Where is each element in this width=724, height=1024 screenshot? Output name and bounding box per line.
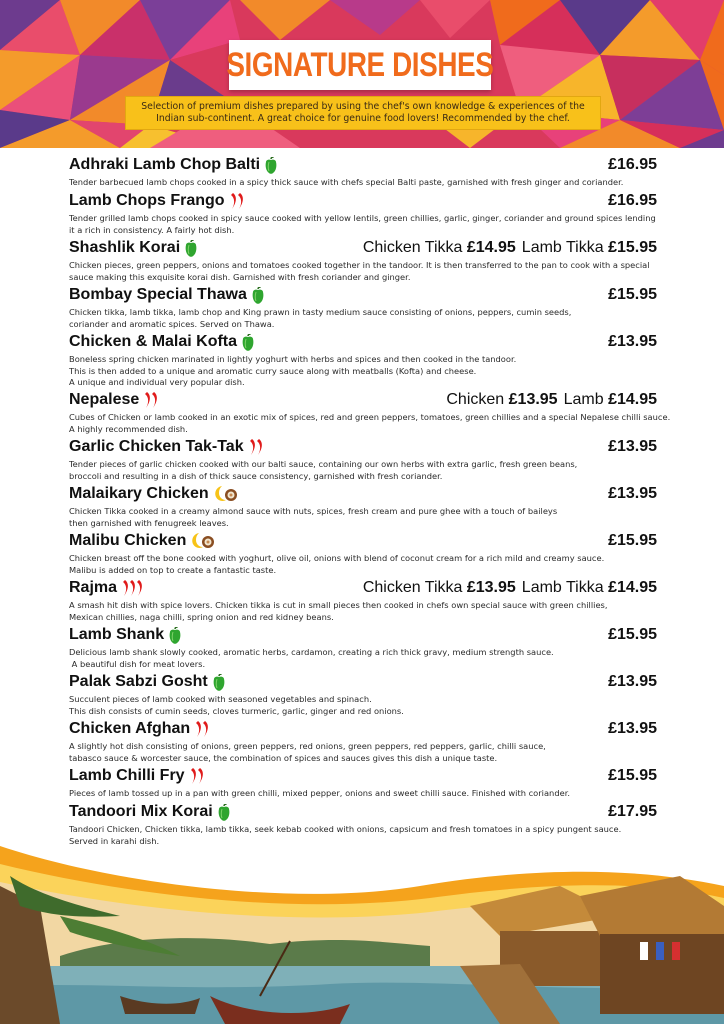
dish-description [69,647,657,670]
dish-header [69,156,657,176]
description-line: Served in karahi dish. [69,835,160,846]
dish-name [69,720,210,738]
description-line: coriander and aromatic spices. Served on Thawa. [69,318,275,329]
dish-item [69,438,657,485]
dish-name [69,239,198,257]
green-pepper-icon [264,157,278,174]
dish-price [363,579,657,597]
dish-price [446,391,657,409]
green-pepper-icon [241,334,255,351]
dish-name [69,803,231,821]
dish-item [69,485,657,532]
dish-item [69,239,657,286]
dish-item [69,192,657,239]
price-value: £13.95 [608,438,657,455]
dish-description [69,694,657,717]
price-option-label: Chicken Tikka [362,239,463,256]
dish-name-text: Rajma [69,579,118,596]
description-line: Succulent pieces of lamb cooked with seasoned vegetables and spinach. [69,694,372,704]
dish-item [69,720,657,767]
dish-price [608,532,657,550]
dish-name-text: Lamb Shank [69,626,165,643]
dish-price [608,803,657,821]
price-value: £15.95 [608,532,657,549]
dish-name-text: Nepalese [69,391,140,408]
dish-header [69,767,657,787]
double-chilli-icon [229,192,245,210]
description-line: A smash hit dish with spice lovers. Chicken tikka is cut in small pieces then cooked in chefs own special sauce with green chillies, [69,600,608,610]
description-line: A slightly hot dish consisting of onions, green peppers, red onions, green peppers, red peppers, garlic, chilli sauce, [69,741,546,751]
dish-price [608,767,657,785]
dish-description [69,741,657,764]
green-pepper-icon [217,804,231,821]
dish-header [69,579,657,599]
dish-item [69,767,657,803]
dish-name [69,286,265,304]
dish-description [69,788,657,800]
description-line: Chicken Tikka cooked in a creamy almond sauce with nuts, spices, fresh cream and pure ghee with a touch of baileys [69,506,558,516]
green-pepper-icon [168,627,182,644]
price-value: £13.95 [608,673,657,690]
dish-description [69,412,671,435]
dish-header [69,333,657,353]
dish-description [69,824,657,847]
description-line: Tender pieces of garlic chicken cooked with our balti sauce, containing our own herbs with extra garlic, fresh green beans, [69,459,578,469]
price-option-value: £14.95 [608,579,657,596]
dish-name [69,438,264,456]
price-option-value: £14.95 [466,239,516,256]
price-value: £15.95 [608,767,657,784]
description-line: sauce making this exquisite korai dish. Garnished with fresh coriander and ginger. [69,271,411,282]
price-option-label: Lamb Tikka [521,239,604,256]
dish-name-text: Chicken Afghan [69,720,191,737]
dish-name-text: Shashlik Korai [69,239,181,256]
dish-item [69,673,657,720]
price-value: £16.95 [608,192,657,209]
intro-line-1: Selection of premium dishes prepared by using the chef's own knowledge & experiences of the [141,101,585,112]
dish-price [363,239,657,257]
dish-name-text: Malaikary Chicken [69,485,209,502]
double-chilli-icon [194,720,210,738]
dish-header [69,673,657,693]
dish-name [69,532,216,550]
dish-item [69,286,657,333]
dish-header [69,391,657,411]
dish-name [69,192,245,210]
dish-header [69,485,657,505]
dish-price [608,286,657,304]
header-banner [0,0,724,148]
price-option-label: Lamb Tikka [521,579,604,596]
dish-description [69,177,657,189]
description-line: Malibu is added on top to create a fantastic taste. [69,564,277,575]
dish-name [69,391,159,409]
intro-line-2: Indian sub-continent. A great choice for genuine food lovers! Recommended by the chef. [156,113,570,124]
price-option-value: £13.95 [508,391,558,408]
dish-price [608,192,657,210]
dish-name [69,333,255,351]
footer-painting [0,846,724,1024]
dish-price [608,438,657,456]
double-chilli-icon [143,391,159,409]
dish-item [69,391,671,438]
dish-name-text: Malibu Chicken [69,532,187,549]
description-line: Chicken pieces, green peppers, onions and tomatoes cooked together in the tandoor. It is then transferred to the pan to cook with a special [69,260,650,270]
price-option-value: £13.95 [466,579,516,596]
description-line: Pieces of lamb tossed up in a pan with green chilli, mixed pepper, onions and sweet chilli sauce. Finished with coriander. [69,788,570,798]
dish-name [69,626,182,644]
price-option-value: £14.95 [608,391,657,408]
double-chilli-icon [189,767,205,785]
green-pepper-icon [212,674,226,691]
description-line: Tender barbecued lamb chops cooked in a spicy thick sauce with chefs special Balti paste, garnished with fresh ginger and coriander. [69,177,624,187]
dish-name-text: Lamb Chops Frango [69,192,225,209]
dish-item [69,333,657,391]
price-value: £13.95 [608,485,657,502]
dish-price [608,673,657,691]
dish-description [69,459,657,482]
dish-item [69,156,657,192]
dish-price [608,333,657,351]
dish-description [69,553,657,576]
dish-name [69,767,205,785]
dish-list [69,156,671,850]
dish-header [69,438,657,458]
dish-header [69,720,657,740]
title-box [226,40,494,90]
dish-item [69,532,657,579]
dish-description [69,307,657,330]
dish-price [608,156,657,174]
dish-name-text: Chicken & Malai Kofta [69,333,238,350]
price-option-value: £15.95 [608,239,657,256]
dish-item [69,579,657,626]
description-line: A unique and individual very popular dish. [69,377,245,388]
dish-item [69,803,657,850]
price-option-label: Chicken [446,391,505,408]
dish-price [608,720,657,738]
description-line: Tender grilled lamb chops cooked in spicy sauce cooked with yellow lentils, green chillies, garlic, ginger, coriander and ground spices lending [69,213,656,223]
price-value: £17.95 [608,803,657,820]
dish-description [69,260,657,283]
price-value: £15.95 [608,626,657,643]
dish-name [69,485,239,503]
dish-name [69,156,278,174]
description-line: Cubes of Chicken or lamb cooked in an exotic mix of spices, red and green peppers, tomatoes, green chillies and a special Nepalese chilli sauce. [69,412,671,422]
dish-name-text: Tandoori Mix Korai [69,803,213,820]
dish-description [69,213,657,236]
dish-price [608,626,657,644]
description-line: Tandoori Chicken, Chicken tikka, lamb tikka, seek kebab cooked with onions, capsicum and fresh tomatoes in a spicy pungent sauce. [69,824,622,834]
price-value: £15.95 [608,286,657,303]
moon-coconut-icon [190,532,216,550]
description-line: Mexican chillies, naga chilli, spring onion and red kidney beans. [69,611,334,622]
moon-coconut-icon [213,485,239,503]
description-line: tabasco sauce & worcester sauce, the combination of spices and sauces gives this dish a unique taste. [69,752,498,763]
dish-header [69,803,657,823]
dish-description [69,600,657,623]
dish-header [69,626,657,646]
dish-description [69,354,657,389]
green-pepper-icon [184,240,198,257]
dish-item [69,626,657,673]
price-option-label: Chicken Tikka [362,579,463,596]
price-option-label: Lamb [563,391,604,408]
dish-header [69,239,657,259]
dish-description [69,506,657,529]
dish-header [69,192,657,212]
page-title: SIGNATURE DISHES [226,45,494,84]
dish-name-text: Adhraki Lamb Chop Balti [69,156,261,173]
intro-text [141,101,584,125]
price-value: £16.95 [608,156,657,173]
description-line: A highly recommended dish. [69,423,188,434]
village-river-painting [0,846,724,1024]
description-line: broccoli and resulting in a dish of thick sauce consistency, garnished with fresh coriander. [69,470,443,481]
description-line: then garnished with fenugreek leaves. [69,517,229,528]
description-line: Boneless spring chicken marinated in lightly yoghurt with herbs and spices and then cooked in the tandoor. [69,354,517,364]
dish-name-text: Garlic Chicken Tak-Tak [69,438,244,455]
dish-price [608,485,657,503]
description-line: A beautiful dish for meat lovers. [69,658,206,669]
price-value: £13.95 [608,720,657,737]
dish-header [69,286,657,306]
dish-name-text: Palak Sabzi Gosht [69,673,208,690]
triple-chilli-icon [121,579,143,597]
dish-name [69,579,143,597]
price-value: £13.95 [608,333,657,350]
dish-name [69,673,226,691]
description-line: Chicken breast off the bone cooked with yoghurt, olive oil, onions with blend of coconut cream for a rich mild and creamy sauce. [69,553,605,563]
description-line: This dish consists of cumin seeds, cloves turmeric, garlic, ginger and red onions. [69,705,404,716]
description-line: This is then added to a unique and aromatic curry sauce along with meatballs (Kofta) and cheese. [69,365,477,376]
intro-banner [125,96,601,130]
dish-name-text: Lamb Chilli Fry [69,767,185,784]
green-pepper-icon [251,287,265,304]
dish-name-text: Bombay Special Thawa [69,286,247,303]
description-line: Chicken tikka, lamb tikka, lamb chop and King prawn in tasty medium sauce consisting of onions, peppers, cumin seeds, [69,307,572,317]
description-line: Delicious lamb shank slowly cooked, aromatic herbs, cardamon, creating a rich thick gravy, medium strength sauce. [69,647,554,657]
description-line: it a rich in consistency. A fairly hot dish. [69,224,235,235]
double-chilli-icon [248,438,264,456]
dish-header [69,532,657,552]
